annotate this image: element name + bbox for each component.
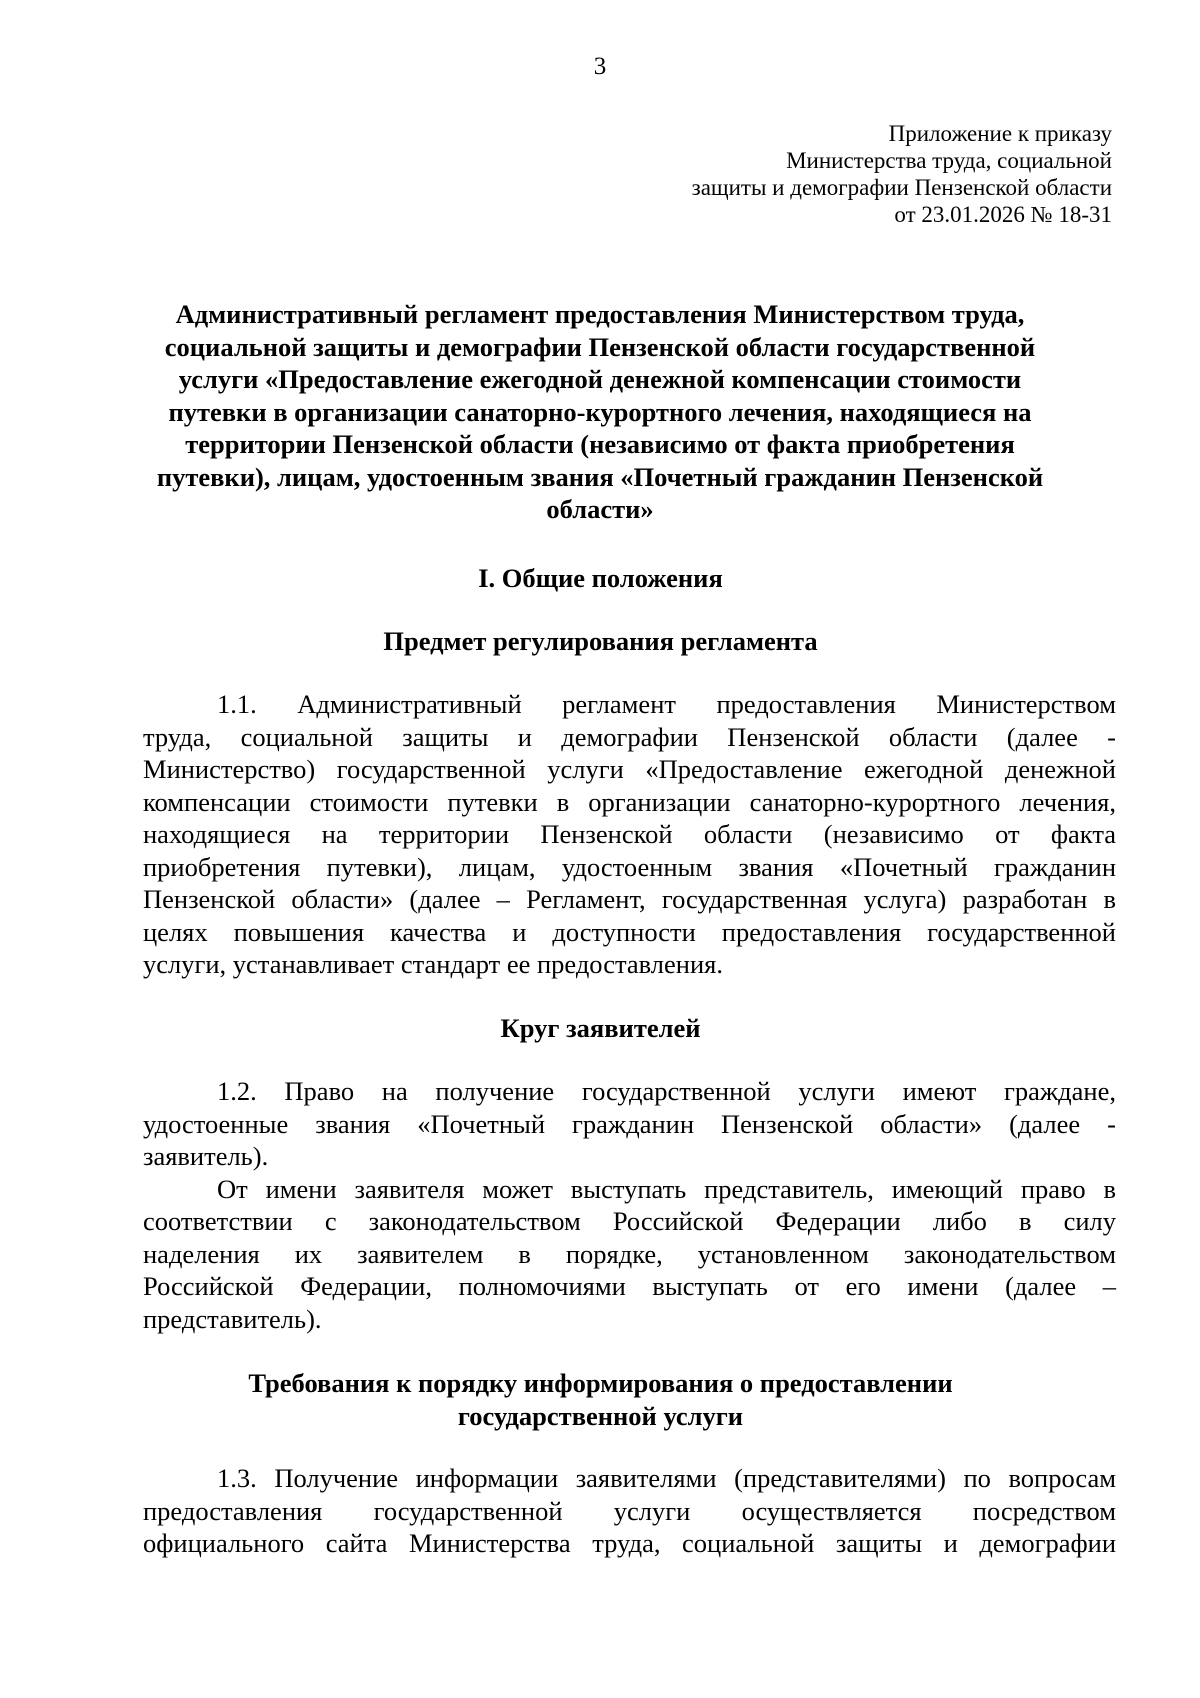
subsection-heading-applicants [143,1012,1058,1045]
paragraph-1-2 [143,1075,1116,1335]
paragraph-line: находящиеся на территории Пензенской области (независимо от факта [143,819,1116,849]
paragraph-line: Министерство) государственной услуги «Предоставление ежегодной денежной [143,754,1116,784]
paragraph-line: приобретения путевки), лицам, удостоенным звания «Почетный гражданин [143,851,1116,882]
paragraph-line: Пензенской области» (далее – Регламент, государственная услуга) разработан в [143,884,1116,914]
paragraph-line: компенсации стоимости путевки в организации санаторно-курортного лечения, [143,786,1116,817]
paragraph-line: Российской Федерации, полномочиями выступать от его имени (далее – [143,1271,1116,1301]
subsection-heading-text: Круг заявителей [500,1013,701,1043]
paragraph-line: официального сайта Министерства труда, социальной защиты и демографии [143,1528,1116,1558]
appendix-line: Министерства труда, социальной [786,148,1112,173]
appendix-line: от 23.01.2026 № 18-31 [894,202,1112,227]
subsection-heading-text: Предмет регулирования регламента [383,626,818,656]
paragraph-line: 1.2. Право на получение государственной услуги имеют граждане, [217,1076,1116,1106]
paragraph-line: наделения их заявителем в порядке, установленном законодательством [143,1238,1116,1269]
title-line: области» [546,494,654,524]
paragraph-line: 1.1. Административный регламент предоставления Министерством [217,689,1116,719]
page-number: 3 [593,53,607,80]
paragraph-line: целях повышения качества и доступности предоставления государственной [143,916,1116,947]
paragraph-line: заявитель). [143,1141,269,1171]
paragraph-line: труда, социальной защиты и демографии Пензенской области (далее - [143,721,1116,752]
paragraph-line: удостоенные звания «Почетный гражданин Пензенской области» (далее - [143,1108,1116,1139]
section-heading [143,562,1058,595]
appendix-line: Приложение к приказу [888,121,1112,146]
title-line: Административный регламент предоставления Министерством труда, [175,299,1025,329]
title-line: путевки), лицам, удостоенным звания «Почетный гражданин Пензенской [156,461,1044,492]
paragraph-line: представитель). [143,1303,322,1334]
paragraph-1-1 [143,688,1116,981]
subsection-heading-text: государственной услуги [457,1400,744,1431]
title-line: путевки в организации санаторно-курортного лечения, находящиеся на [168,396,1032,427]
document-title [150,298,1050,526]
appendix-line: защиты и демографии Пензенской области [691,175,1112,200]
subsection-heading-text: Требования к порядку информирования о предоставлении [248,1368,953,1398]
section-heading-text: I. Общие положения [478,563,723,593]
subsection-heading-subject [143,625,1058,658]
paragraph-line: предоставления государственной услуги осуществляется посредством [143,1495,1116,1526]
title-line: социальной защиты и демографии Пензенской области государственной [164,331,1036,362]
appendix-note [552,120,1112,228]
paragraph-line: соответствии с законодательством Российской Федерации либо в силу [143,1206,1116,1236]
paragraph-line: 1.3. Получение информации заявителями (представителями) по вопросам [217,1463,1116,1493]
paragraph-line: услуги, устанавливает стандарт ее предоставления. [143,949,723,979]
paragraph-line: От имени заявителя может выступать представитель, имеющий право в [217,1173,1116,1204]
title-line: услуги «Предоставление ежегодной денежной компенсации стоимости [178,364,1022,394]
title-line: территории Пензенской области (независимо от факта приобретения [185,429,1015,459]
paragraph-1-3 [143,1462,1116,1560]
subsection-heading-information [143,1367,1058,1432]
